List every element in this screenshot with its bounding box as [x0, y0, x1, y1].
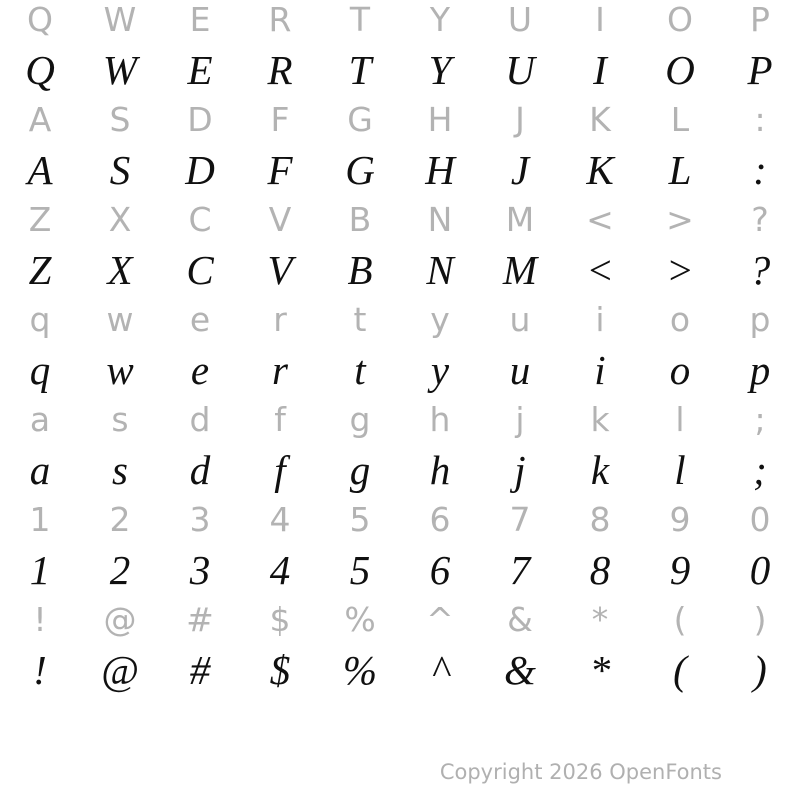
- glyph-cell: ?: [751, 200, 769, 239]
- glyph-cell: M: [502, 247, 538, 293]
- glyph-cell: B: [348, 200, 372, 239]
- glyph-cell: S: [109, 147, 131, 193]
- glyph-cell: U: [507, 0, 533, 39]
- glyph-cell: ^: [426, 600, 454, 639]
- glyph-cell: V: [268, 200, 292, 239]
- glyph-cell: a: [29, 400, 51, 439]
- glyph-cell: e: [189, 300, 211, 339]
- glyph-cell: o: [669, 347, 691, 393]
- glyph-cell: i: [595, 300, 605, 339]
- ink-serif-row: [0, 448, 800, 492]
- glyph-cell: W: [102, 47, 138, 93]
- glyph-cell: 0: [749, 547, 771, 593]
- glyph-cell: M: [505, 200, 535, 239]
- glyph-cell: 2: [109, 500, 131, 539]
- glyph-cell: *: [591, 600, 609, 639]
- glyph-cell: F: [270, 100, 290, 139]
- glyph-cell: g: [349, 447, 371, 493]
- glyph-cell: ^: [431, 647, 449, 693]
- glyph-cell: w: [106, 300, 134, 339]
- glyph-cell: (: [673, 647, 687, 693]
- glyph-cell: e: [190, 347, 210, 393]
- glyph-cell: 7: [509, 500, 531, 539]
- glyph-cell: F: [267, 147, 293, 193]
- muted-sans-row: [0, 502, 800, 538]
- glyph-cell: h: [429, 400, 451, 439]
- glyph-cell: 2: [109, 547, 131, 593]
- glyph-cell: 3: [189, 547, 211, 593]
- glyph-cell: i: [594, 347, 606, 393]
- glyph-cell: (: [673, 600, 687, 639]
- glyph-cell: I: [593, 47, 607, 93]
- glyph-cell: L: [668, 147, 692, 193]
- glyph-cell: A: [27, 147, 53, 193]
- muted-sans-row: [0, 2, 800, 38]
- glyph-cell: X: [107, 247, 133, 293]
- glyph-cell: E: [187, 47, 213, 93]
- glyph-cell: K: [589, 100, 611, 139]
- glyph-cell: Y: [429, 0, 451, 39]
- glyph-cell: g: [349, 400, 371, 439]
- ink-serif-row: [0, 248, 800, 292]
- glyph-cell: u: [509, 347, 531, 393]
- glyph-cell: D: [185, 147, 215, 193]
- glyph-cell: f: [274, 447, 286, 493]
- glyph-cell: q: [29, 347, 51, 393]
- glyph-cell: 8: [589, 500, 611, 539]
- glyph-cell: 9: [669, 500, 691, 539]
- glyph-cell: H: [425, 147, 455, 193]
- glyph-cell: 3: [189, 500, 211, 539]
- glyph-cell: @: [103, 600, 137, 639]
- copyright-notice: Copyright 2026 OpenFonts: [439, 760, 722, 784]
- glyph-cell: p: [749, 300, 771, 339]
- glyph-cell: w: [106, 347, 134, 393]
- glyph-cell: ;: [753, 447, 767, 493]
- glyph-cell: j: [514, 447, 526, 493]
- glyph-cell: d: [189, 400, 211, 439]
- glyph-cell: ): [753, 600, 767, 639]
- glyph-cell: 6: [429, 500, 451, 539]
- glyph-cell: p: [749, 347, 771, 393]
- glyph-cell: 9: [669, 547, 691, 593]
- glyph-cell: @: [101, 647, 139, 693]
- glyph-cell: 0: [749, 500, 771, 539]
- glyph-cell: T: [348, 47, 372, 93]
- glyph-cell: 4: [269, 500, 291, 539]
- glyph-cell: a: [29, 447, 51, 493]
- ink-serif-row: [0, 348, 800, 392]
- muted-sans-row: [0, 302, 800, 338]
- glyph-cell: O: [667, 0, 693, 39]
- glyph-cell: o: [669, 300, 691, 339]
- glyph-cell: >: [666, 200, 694, 239]
- glyph-cell: C: [186, 247, 214, 293]
- ink-serif-row: [0, 648, 800, 692]
- ink-serif-row: [0, 548, 800, 592]
- glyph-cell: :: [753, 147, 767, 193]
- glyph-cell: H: [427, 100, 453, 139]
- glyph-cell: ): [753, 647, 767, 693]
- glyph-cell: X: [108, 200, 132, 239]
- ink-serif-row: [0, 148, 800, 192]
- glyph-cell: 5: [349, 547, 371, 593]
- glyph-cell: I: [595, 0, 605, 39]
- glyph-cell: r: [272, 347, 288, 393]
- glyph-cell: d: [189, 447, 211, 493]
- glyph-cell: t: [353, 300, 367, 339]
- glyph-cell: y: [430, 300, 450, 339]
- glyph-cell: 6: [429, 547, 451, 593]
- glyph-cell: W: [103, 0, 137, 39]
- glyph-cell: U: [505, 47, 535, 93]
- glyph-cell: j: [515, 400, 525, 439]
- glyph-cell: P: [747, 47, 773, 93]
- glyph-cell: B: [347, 247, 373, 293]
- glyph-cell: D: [187, 100, 213, 139]
- glyph-cell: s: [111, 400, 129, 439]
- glyph-cell: R: [267, 47, 293, 93]
- glyph-cell: E: [189, 0, 211, 39]
- glyph-cell: t: [354, 347, 366, 393]
- glyph-cell: L: [670, 100, 690, 139]
- glyph-cell: ;: [754, 400, 766, 439]
- glyph-cell: N: [427, 200, 453, 239]
- glyph-cell: P: [750, 0, 770, 39]
- glyph-cell: k: [590, 400, 610, 439]
- glyph-cell: 8: [589, 547, 611, 593]
- glyph-cell: Z: [28, 247, 52, 293]
- glyph-cell: A: [28, 100, 52, 139]
- glyph-cell: &: [504, 647, 536, 693]
- glyph-cell: #: [186, 600, 214, 639]
- glyph-cell: <: [586, 200, 614, 239]
- muted-sans-row: [0, 402, 800, 438]
- glyph-cell: T: [349, 0, 371, 39]
- glyph-cell: Z: [28, 200, 52, 239]
- glyph-cell: G: [347, 100, 373, 139]
- glyph-cell: K: [586, 147, 614, 193]
- glyph-cell: !: [33, 647, 47, 693]
- muted-sans-row: [0, 102, 800, 138]
- glyph-cell: k: [590, 447, 610, 493]
- glyph-cell: S: [109, 100, 131, 139]
- glyph-cell: %: [344, 600, 376, 639]
- glyph-cell: 7: [509, 547, 531, 593]
- glyph-cell: V: [267, 247, 293, 293]
- muted-sans-row: [0, 602, 800, 638]
- glyph-cell: *: [589, 647, 611, 693]
- glyph-cell: C: [188, 200, 212, 239]
- glyph-cell: G: [345, 147, 375, 193]
- glyph-cell: $: [269, 647, 291, 693]
- glyph-cell: R: [268, 0, 292, 39]
- glyph-cell: N: [426, 247, 454, 293]
- glyph-cell: Y: [428, 47, 452, 93]
- glyph-cell: s: [112, 447, 128, 493]
- ink-serif-row: [0, 48, 800, 92]
- glyph-cell: q: [29, 300, 51, 339]
- glyph-cell: !: [33, 600, 47, 639]
- glyph-cell: #: [189, 647, 211, 693]
- glyph-cell: l: [674, 447, 686, 493]
- glyph-cell: $: [269, 600, 291, 639]
- glyph-cell: Q: [25, 47, 55, 93]
- glyph-cell: l: [675, 400, 685, 439]
- glyph-cell: ?: [749, 247, 771, 293]
- glyph-cell: <: [586, 247, 614, 293]
- glyph-cell: 5: [349, 500, 371, 539]
- glyph-cell: f: [274, 400, 286, 439]
- muted-sans-row: [0, 202, 800, 238]
- glyph-cell: u: [509, 300, 531, 339]
- glyph-cell: %: [342, 647, 378, 693]
- glyph-cell: h: [429, 447, 451, 493]
- glyph-cell: O: [665, 47, 695, 93]
- glyph-cell: 1: [29, 547, 51, 593]
- glyph-cell: >: [666, 247, 694, 293]
- glyph-cell: 4: [269, 547, 291, 593]
- glyph-cell: J: [510, 147, 530, 193]
- glyph-cell: r: [273, 300, 287, 339]
- glyph-cell: Q: [27, 0, 53, 39]
- glyph-cell: &: [507, 600, 533, 639]
- glyph-cell: :: [754, 100, 766, 139]
- glyph-cell: 1: [29, 500, 51, 539]
- glyph-cell: y: [430, 347, 450, 393]
- glyph-cell: J: [515, 100, 525, 139]
